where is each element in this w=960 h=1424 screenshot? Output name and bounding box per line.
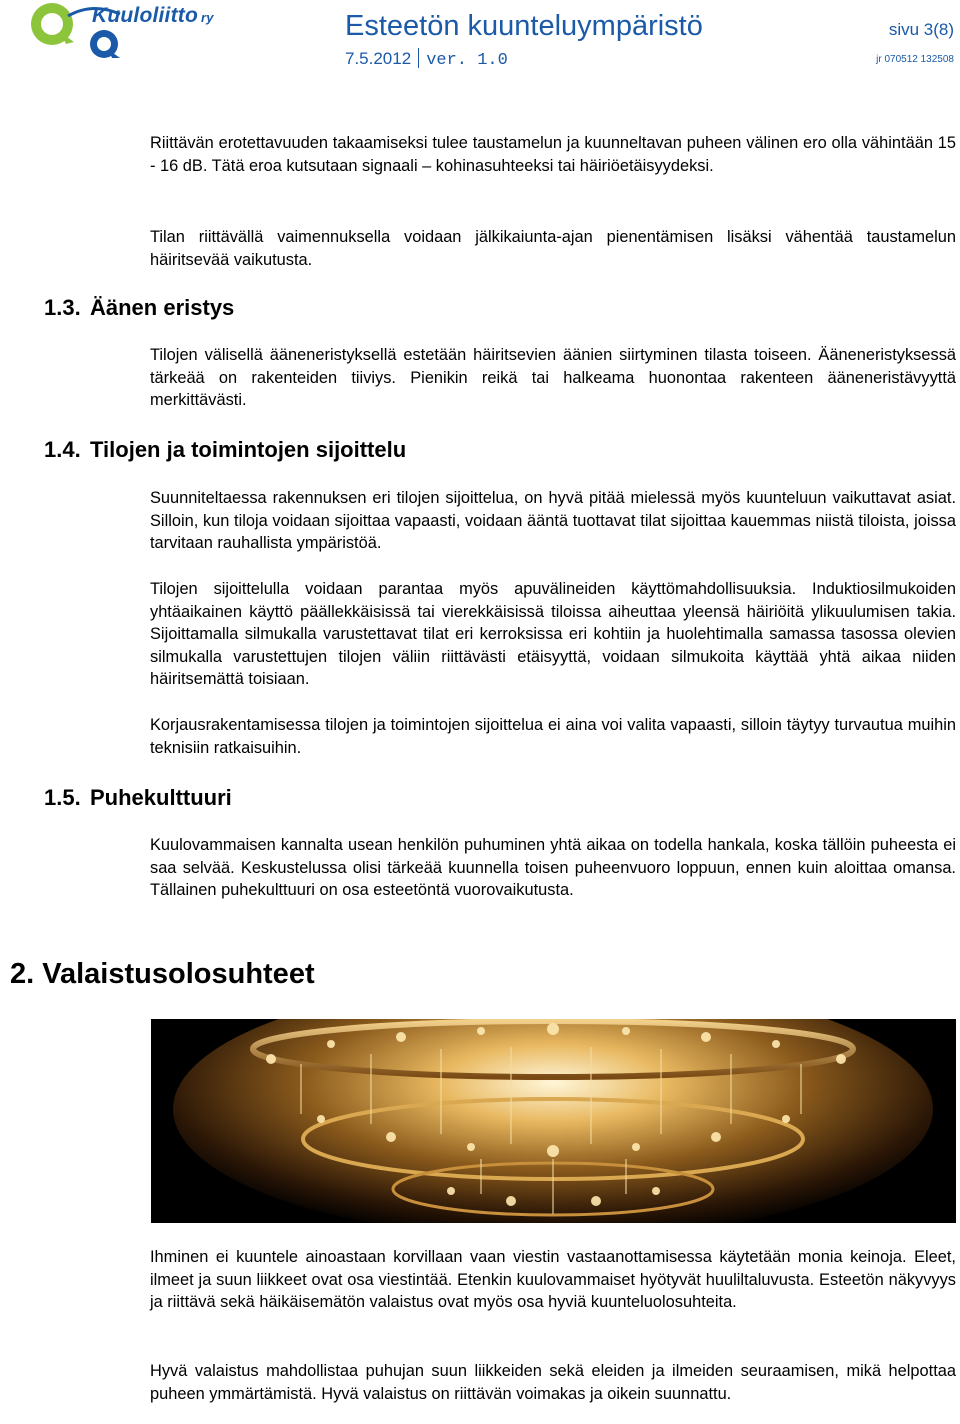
- paragraph-placement: Suunniteltaessa rakennuksen eri tilojen sijoittelua, on hyvä pitää mielessä myös kuunteluun vaikuttavat asiat. Silloin, kun tiloja voidaan sijoittaa vapaasti, voidaan ääntä tuottavat tilat sijoittaa kauemmas niistä tiloista, joissa tarvitaan rauhallista ympäristöä.: [150, 489, 956, 553]
- chandelier-image-icon: [151, 1019, 956, 1223]
- section-title: Äänen eristys: [90, 295, 235, 320]
- section-heading-1-5: [44, 785, 232, 811]
- section-heading-1-3: [44, 295, 234, 321]
- document-title: Esteetön kuunteluympäristö: [345, 10, 703, 42]
- section-title: Tilojen ja toimintojen sijoittelu: [90, 437, 407, 462]
- logo-wordmark: [92, 4, 214, 28]
- paragraph-speech-culture: Kuulovammaisen kannalta usean henkilön puhuminen yhtä aikaa on todella hankala, koska tällöin puheesta ei saa selvää. Keskustelussa olisi tärkeää kuunnella toisen puheenvuoro loppuun, ennen kuin aloittaa omansa. Tällainen puhekulttuuri on osa esteetöntä vuorovaikutusta.: [150, 836, 956, 900]
- section-number: 1.5.: [44, 785, 81, 810]
- logo-name: Kuuloliitto: [92, 4, 199, 27]
- document-id: jr 070512 132508: [876, 54, 954, 65]
- page-number: sivu 3(8): [888, 20, 954, 39]
- paragraph-lighting: Hyvä valaistus mahdollistaa puhujan suun liikkeiden sekä eleiden ja ilmeiden seuraamisen, mikä helpottaa puheen ymmärtämistä. Hyvä valaistus on riittävän voimakas ja oikein suunnattu.: [150, 1362, 956, 1403]
- paragraph-sound-insulation: Tilojen välisellä ääneneristyksellä estetään häiritsevien äänien siirtyminen tilasta toiseen. Ääneneristyksessä tärkeää on rakenteiden tiiviys. Pienikin reikä tai halkeama huonontaa rakenteen ääneneristävyyttä merkittävästi.: [150, 346, 956, 410]
- divider: [418, 48, 419, 68]
- paragraph-induction-loops: Tilojen sijoittelulla voidaan parantaa myös apuvälineiden käyttömahdollisuuksia. Induktiosilmukoiden yhtäaikainen käyttö päällekkäisissä tai vierekkäisissä tiloissa aiheuttaa yleensä häiriöitä ylikuulumisen takia. Sijoittamalla silmukalla varustettavat tilat eri kerroksissa eri kohtiin ja huolehtimalla samassa tasossa olevien silmukalla varustettujen tilojen väliin riittävästi etäisyyttä, voidaan silmukoita käyttää yhtä aikaa niiden häiritsemättä toisiaan.: [150, 580, 956, 689]
- document-version: ver. 1.0: [426, 51, 508, 70]
- paragraph-renovation: Korjausrakentamisessa tilojen ja toimintojen sijoittelua ei aina voi valita vapaasti, silloin täytyy turvautua muihin teknisiin ratkaisuihin.: [150, 716, 956, 757]
- section-number: 1.3.: [44, 295, 81, 320]
- date-version-line: [345, 48, 508, 70]
- chapter-heading-2: 2. Valaistusolosuhteet: [10, 958, 315, 990]
- paragraph-lipreading: Ihminen ei kuuntele ainoastaan korvillaan vaan viestin vastaanottamisessa käytetään monia keinoja. Eleet, ilmeet ja suun liikkeet ovat osa viestintää. Etenkin kuulovammaiset hyötyvät huuliltaluvusta. Esteetön näkyvyys ja riittävä sekä häikäisemätön valaistus ovat myös osa hyviä kuunteluolosuhteita.: [150, 1248, 956, 1312]
- document-date: 7.5.2012: [345, 49, 412, 68]
- section-title: Puhekulttuuri: [90, 785, 232, 810]
- logo-suffix: ry: [201, 10, 214, 25]
- page-header: [0, 0, 960, 80]
- paragraph-signal-noise: Riittävän erotettavuuden takaamiseksi tulee taustamelun ja kuunneltavan puheen välinen ero olla vähintään 15 - 16 dB. Tätä eroa kutsutaan signaali – kohinasuhteeksi tai häiriöetäisyydeksi.: [150, 134, 956, 175]
- chandelier-photo: [151, 1019, 956, 1223]
- section-heading-1-4: [44, 437, 406, 463]
- paragraph-damping: Tilan riittävällä vaimennuksella voidaan jälkikaiunta-ajan pienentämisen lisäksi vähentää taustamelun häiritsevää vaikutusta.: [150, 228, 956, 269]
- section-number: 1.4.: [44, 437, 81, 462]
